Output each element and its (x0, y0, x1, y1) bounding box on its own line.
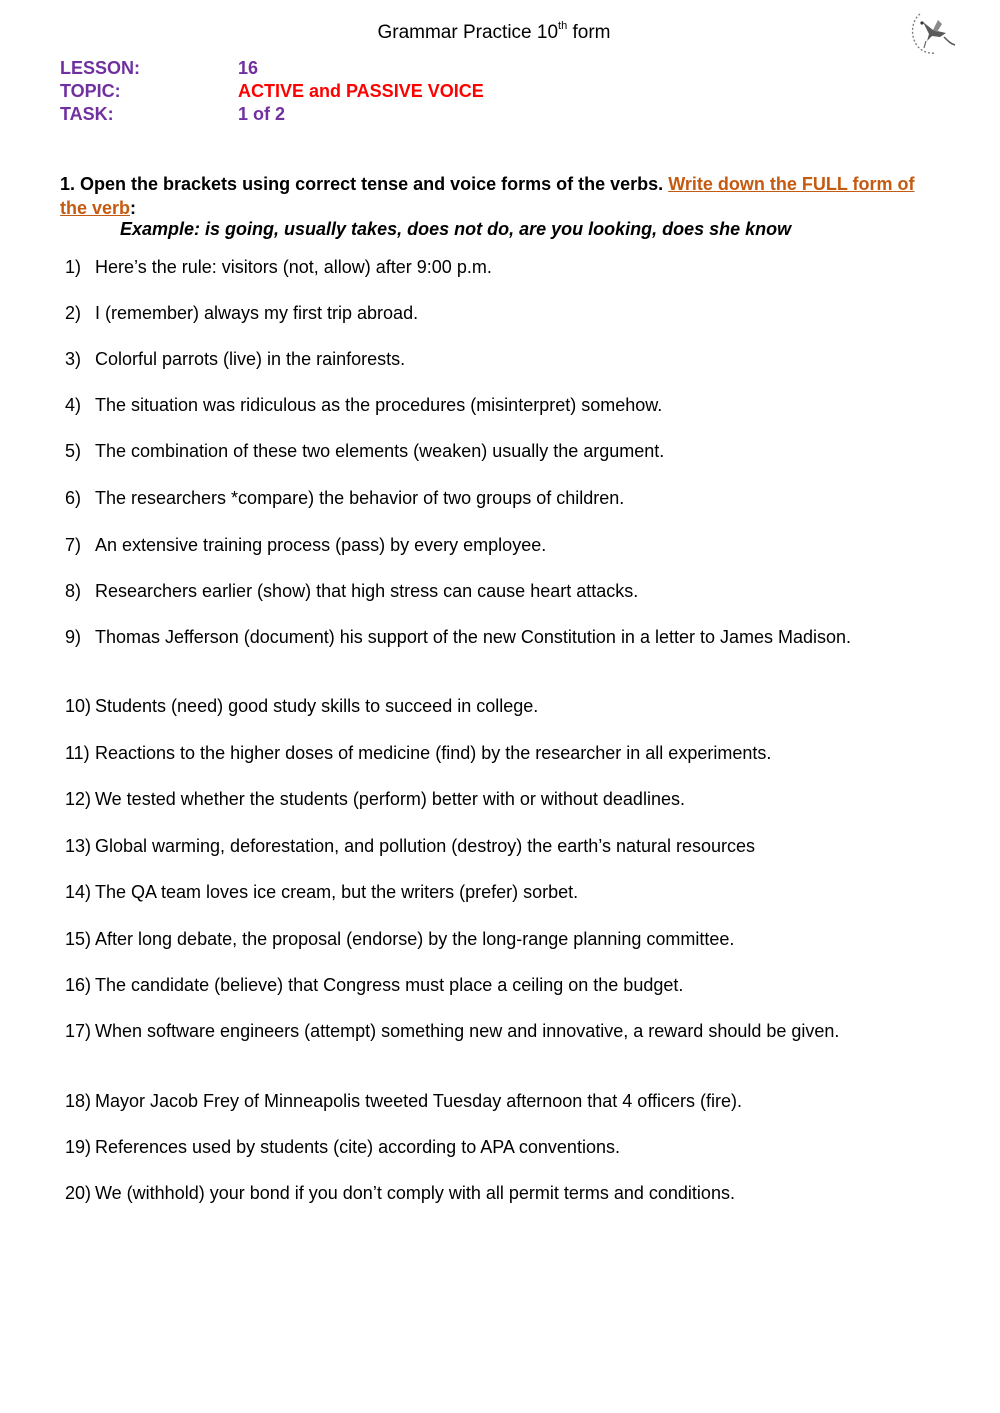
item-text: References used by students (cite) according to APA conventions. (95, 1137, 620, 1157)
list-item (65, 835, 885, 858)
item-number: 15) (65, 929, 92, 949)
item-text: Global warming, deforestation, and pollution (destroy) the earth’s natural resources (95, 836, 756, 856)
page-header-title (0, 22, 988, 44)
list-item (65, 1136, 885, 1159)
item-number: 9) (65, 627, 82, 647)
item-text: Thomas Jefferson (document) his support of the new Constitution in a letter to James Madison. (95, 627, 852, 647)
item-number: 11) (65, 743, 90, 763)
item-number: 20) (65, 1183, 92, 1203)
item-text: Mayor Jacob Frey of Minneapolis tweeted Tuesday afternoon that 4 officers (fire). (95, 1091, 742, 1111)
instructions-highlight: Write down the FULL form of the verb (60, 174, 915, 218)
item-text: An extensive training process (pass) by every employee. (95, 535, 547, 555)
item-text: We (withhold) your bond if you don’t comply with all permit terms and conditions. (95, 1183, 735, 1203)
list-item (65, 348, 885, 371)
list-item (65, 1020, 885, 1043)
item-text: I (remember) always my first trip abroad. (95, 303, 419, 323)
item-text: The QA team loves ice cream, but the writers (prefer) sorbet. (95, 882, 579, 902)
item-number: 16) (65, 975, 92, 995)
item-number: 8) (65, 581, 82, 601)
list-item (65, 695, 885, 718)
item-text: The situation was ridiculous as the procedures (misinterpret) somehow. (95, 395, 663, 415)
item-text: The combination of these two elements (weaken) usually the argument. (95, 441, 665, 461)
item-text: Colorful parrots (live) in the rainforests. (95, 349, 406, 369)
header-title-superscript: th (558, 20, 568, 32)
item-number: 12) (65, 789, 92, 809)
list-item (65, 580, 885, 603)
list-item (65, 974, 885, 997)
list-item (65, 302, 885, 325)
item-number: 19) (65, 1137, 92, 1157)
item-number: 1) (65, 257, 82, 277)
item-number: 13) (65, 836, 92, 856)
item-number: 5) (65, 441, 82, 461)
topic-value: ACTIVE and PASSIVE VOICE (238, 81, 484, 101)
task-label: TASK: (60, 104, 114, 124)
item-text: The candidate (believe) that Congress must place a ceiling on the budget. (95, 975, 684, 995)
list-item (65, 626, 885, 649)
item-text: Reactions to the higher doses of medicine (find) by the researcher in all experiments. (95, 743, 772, 763)
item-text: When software engineers (attempt) something new and innovative, a reward should be given. (95, 1021, 840, 1041)
item-text: Here’s the rule: visitors (not, allow) after 9:00 p.m. (95, 257, 492, 277)
example-line: Example: is going, usually takes, does not do, are you looking, does she know (120, 219, 792, 239)
lesson-label: LESSON: (60, 58, 141, 78)
item-number: 14) (65, 882, 92, 902)
lesson-value: 16 (238, 58, 259, 78)
bird-logo-icon (906, 8, 958, 58)
list-item (65, 788, 885, 811)
header-title-suffix: form (567, 22, 611, 43)
item-number: 17) (65, 1021, 92, 1041)
item-text: We tested whether the students (perform) better with or without deadlines. (95, 789, 685, 809)
item-number: 10) (65, 696, 92, 716)
list-item (65, 742, 885, 765)
list-item (65, 881, 885, 904)
list-item (65, 534, 885, 557)
list-item (65, 256, 885, 279)
item-number: 2) (65, 303, 82, 323)
item-number: 4) (65, 395, 82, 415)
item-number: 3) (65, 349, 82, 369)
list-item (65, 1182, 885, 1205)
task-value: 1 of 2 (238, 104, 286, 124)
exercise-instructions (60, 172, 920, 220)
item-text: Researchers earlier (show) that high stress can cause heart attacks. (95, 581, 639, 601)
item-number: 6) (65, 488, 82, 508)
item-text: Students (need) good study skills to succeed in college. (95, 696, 539, 716)
item-text: The researchers *compare) the behavior of two groups of children. (95, 488, 625, 508)
item-number: 7) (65, 535, 82, 555)
item-number: 18) (65, 1091, 92, 1111)
instructions-colon: : (130, 198, 137, 218)
list-item (65, 1090, 885, 1113)
header-title-text: Grammar Practice 10 (377, 22, 559, 43)
list-item (65, 440, 885, 463)
item-text: After long debate, the proposal (endorse) by the long-range planning committee. (95, 929, 735, 949)
topic-label: TOPIC: (60, 81, 121, 101)
list-item (65, 394, 885, 417)
instructions-text: 1. Open the brackets using correct tense and voice forms of the verbs. (60, 174, 669, 194)
list-item (65, 487, 885, 510)
list-item (65, 928, 885, 951)
